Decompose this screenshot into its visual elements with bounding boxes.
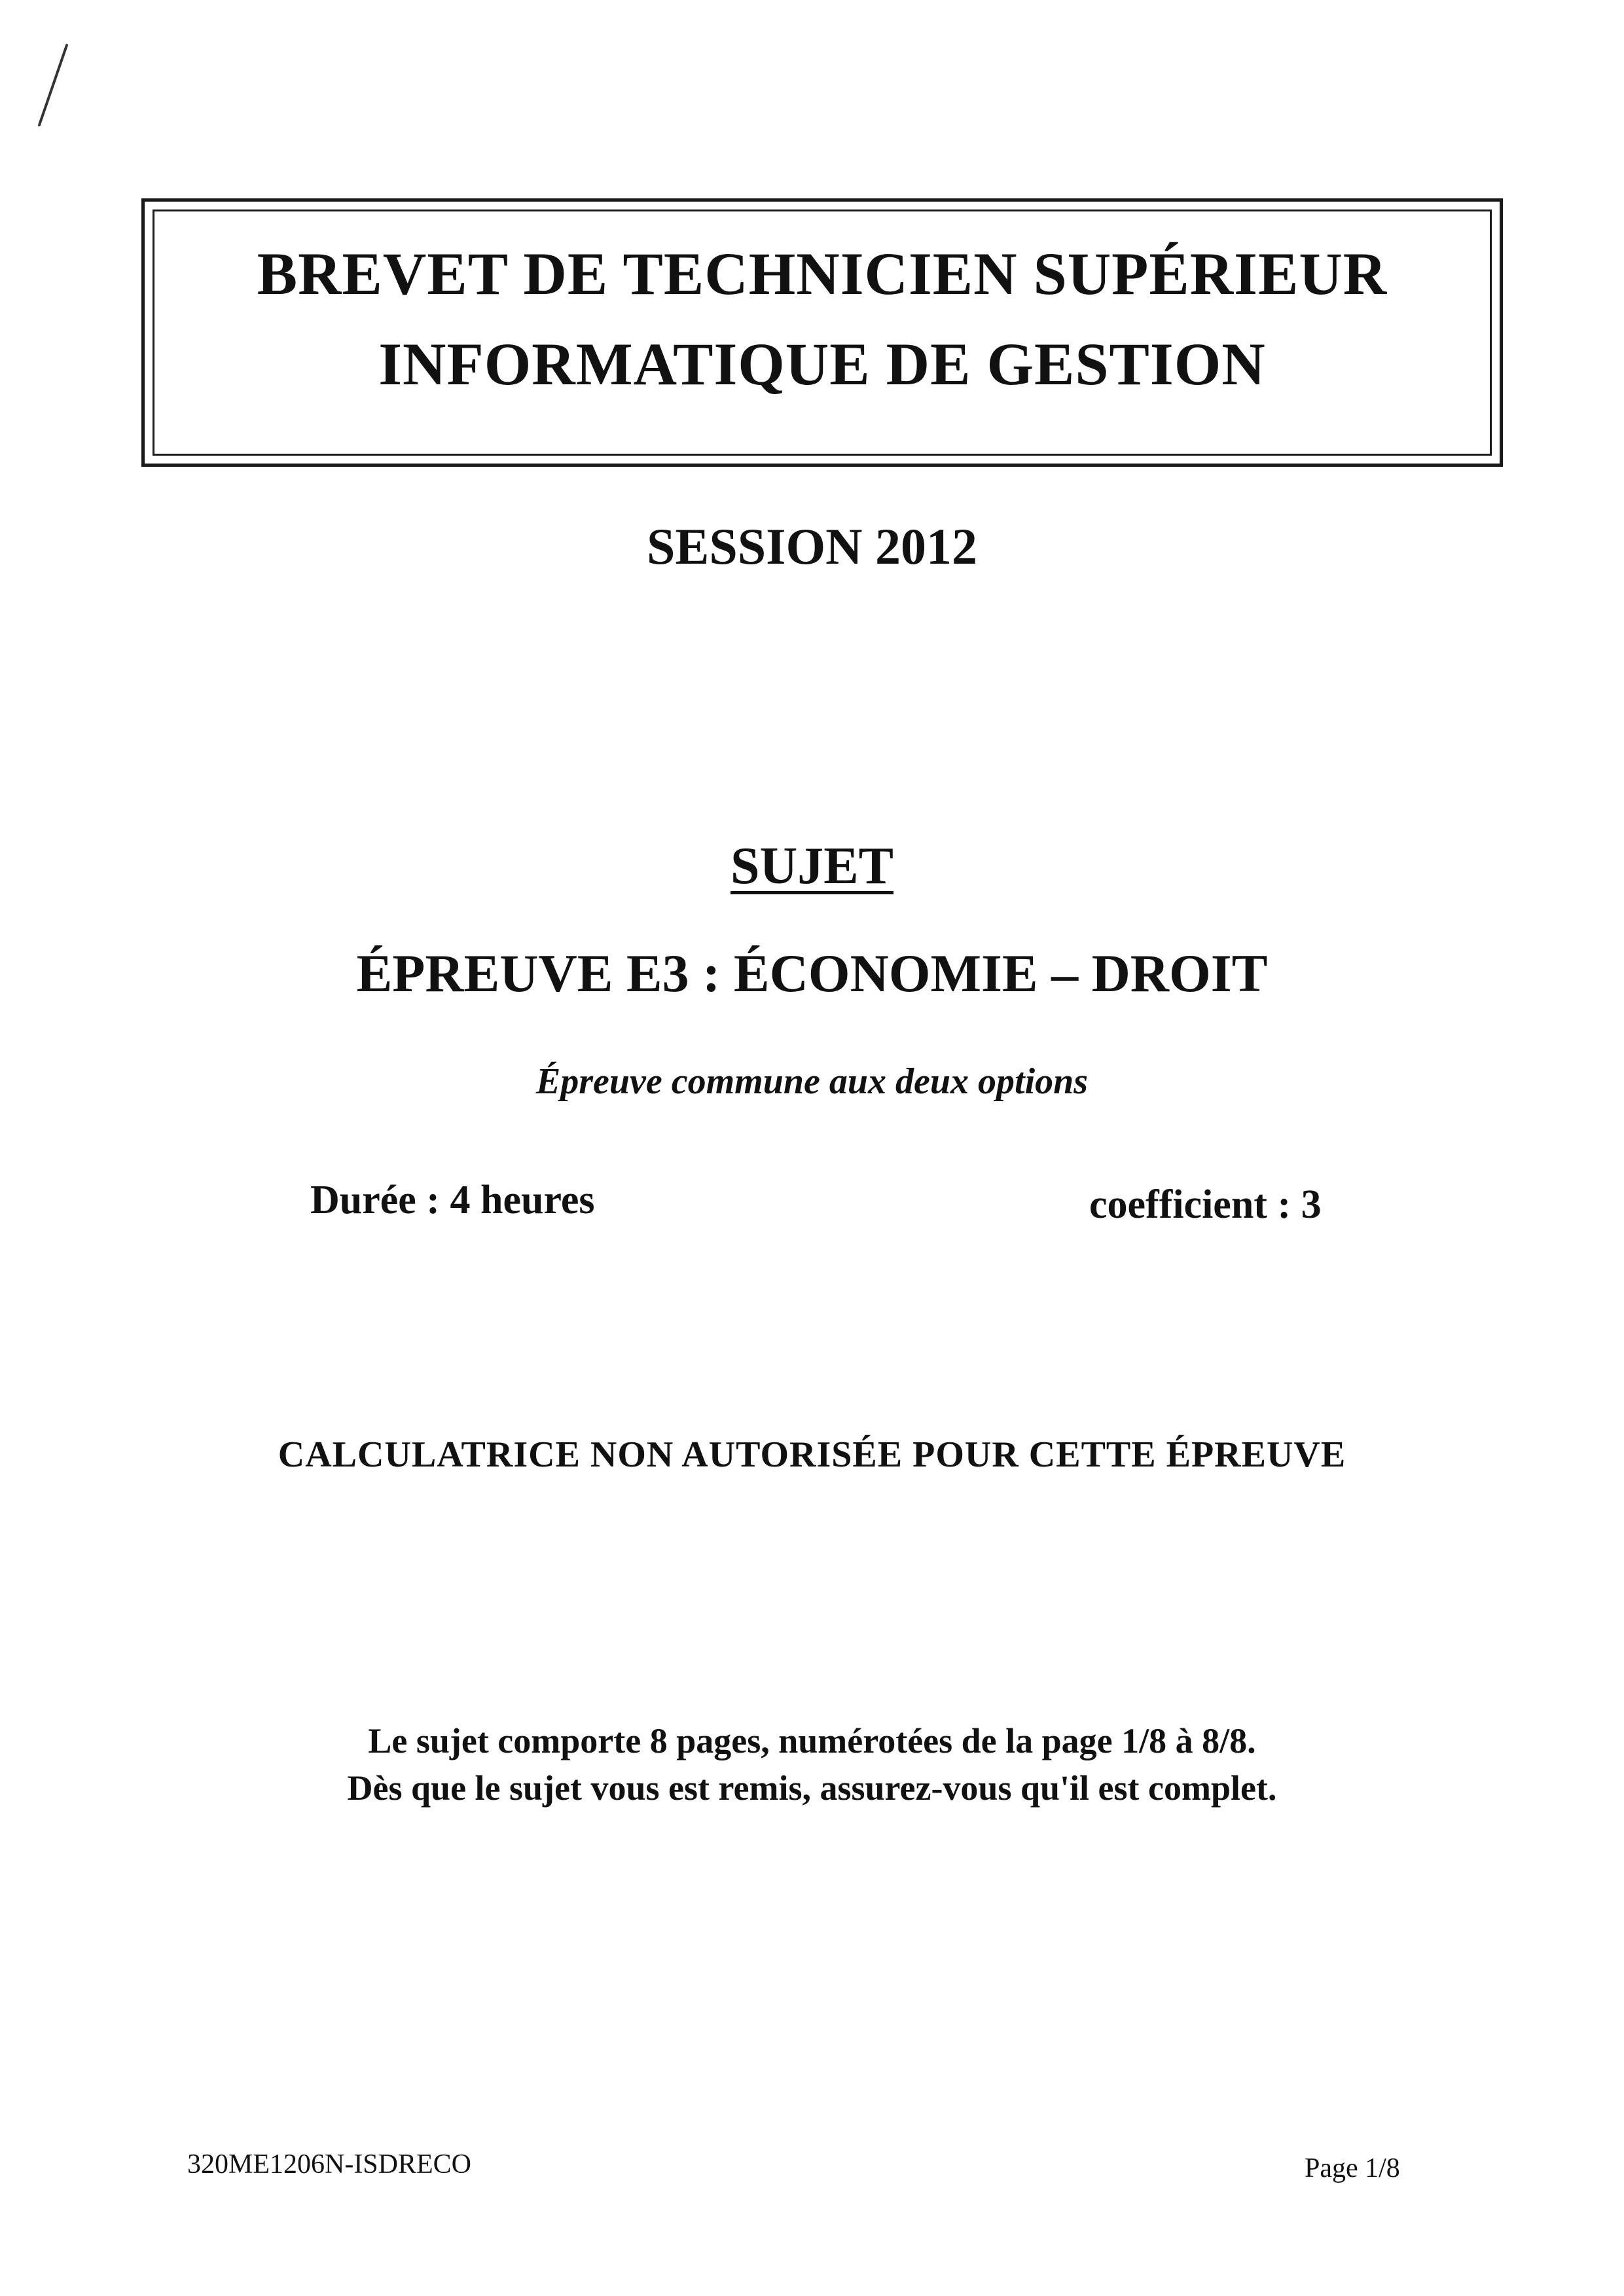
title-frame-inner — [153, 210, 1492, 456]
subject-label: SUJET — [731, 837, 893, 895]
exam-coefficient: coefficient : 3 — [1089, 1182, 1322, 1227]
calculator-notice: CALCULATRICE NON AUTORISÉE POUR CETTE ÉPREUVE — [278, 1434, 1346, 1475]
completeness-instruction: Dès que le sujet vous est remis, assurez-vous qu'il est complet. — [347, 1768, 1277, 1808]
diploma-title: BREVET DE TECHNICIEN SUPÉRIEUR — [257, 240, 1388, 307]
page-count-instruction: Le sujet comporte 8 pages, numérotées de la page 1/8 à 8/8. — [368, 1721, 1256, 1760]
exam-subtitle: Épreuve commune aux deux options — [535, 1061, 1089, 1102]
session-year: SESSION 2012 — [646, 518, 978, 575]
page-number: Page 1/8 — [1305, 2153, 1400, 2183]
document-code: 320ME1206N-ISDRECO — [187, 2149, 472, 2179]
speciality-title: INFORMATIQUE DE GESTION — [378, 331, 1266, 397]
exam-title: ÉPREUVE E3 : ÉCONOMIE – DROIT — [356, 943, 1268, 1003]
pen-stroke-mark — [33, 43, 72, 128]
title-frame — [141, 198, 1503, 467]
exam-duration: Durée : 4 heures — [310, 1178, 595, 1222]
